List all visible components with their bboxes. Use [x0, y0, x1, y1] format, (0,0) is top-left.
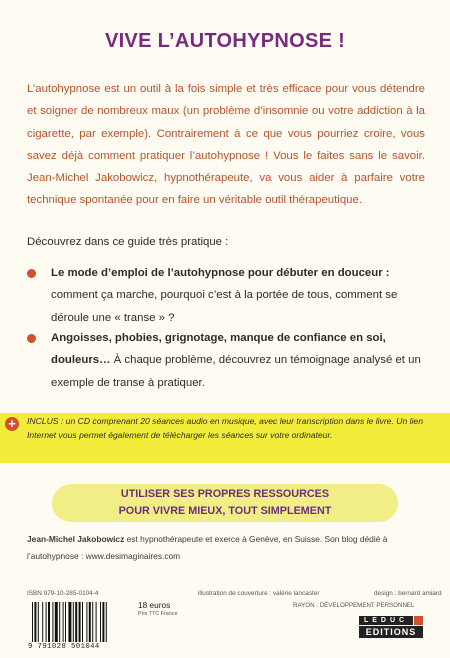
tagline-line-1: UTILISER SES PROPRES RESSOURCES	[120, 488, 330, 500]
bullet-dot-icon	[27, 334, 36, 343]
bullet-lead: Angoisses, phobies, grignotage, manque de confiance en soi, douleurs…	[51, 332, 386, 367]
intro-paragraph: L’autohypnose est un outil à la fois simple et très efficace pour vous détendre et soigner de nombreux maux (un problème d’insomnie ou votre addiction à la cigarette, par exemple). Contrairement à ce que vous pourriez croire, vous savez déjà comment pratiquer l’autohypnose ! Vous le faites sans le savoir. Jean-Michel Jakobowicz, hypnothérapeute, va vous aider à parfaire votre technique spontanée pour en faire un véritable outil thérapeutique.	[27, 83, 425, 207]
inclus-text: INCLUS : un CD comprenant 20 séances audio en musique, avec leur transcription dans le livre. Un lien Internet vous permet également de télécharger les séances sur votre ordinateur.	[27, 416, 423, 440]
barcode-image	[30, 602, 134, 642]
logo-bottom-text: EDITIONS	[359, 626, 423, 638]
logo-top-text: LEDUC	[359, 616, 413, 625]
guide-heading: Découvrez dans ce guide très pratique :	[27, 236, 229, 248]
list-item	[27, 262, 422, 329]
rayon-label: RAYON : DÉVELOPPEMENT PERSONNEL	[293, 602, 415, 609]
bullet-text: comment ça marche, pourquoi c’est à la portée de tous, comment se déroule une « transe » ?	[51, 289, 398, 324]
tagline-pill	[52, 484, 398, 522]
author-bio	[27, 531, 437, 564]
publisher-logo	[359, 616, 423, 638]
price-note: Prix TTC France	[138, 611, 178, 617]
price: 18 euros	[138, 600, 171, 610]
author-name: Jean-Michel Jakobowicz	[27, 534, 125, 544]
bullet-text: À chaque problème, découvrez un témoignage analysé et un exemple de transe à pratiquer.	[51, 354, 421, 389]
page-title: VIVE L’AUTOHYPNOSE !	[104, 30, 346, 52]
list-item	[27, 327, 422, 394]
bullet-dot-icon	[27, 269, 36, 278]
bullet-lead: Le mode d’emploi de l’autohypnose pour débuter en douceur :	[51, 267, 390, 279]
isbn: ISBN 979-10-285-0104-4	[27, 590, 99, 597]
inclus-band	[0, 413, 450, 463]
design-credit: design : bernard amiard	[374, 590, 442, 597]
cover-credits: illustration de couverture : valérie lancaster	[198, 590, 320, 597]
barcode-number: 9 791028 501044	[28, 643, 100, 651]
tagline-line-2: POUR VIVRE MIEUX, TOUT SIMPLEMENT	[118, 505, 332, 517]
logo-square-icon	[414, 616, 423, 625]
plus-icon: +	[5, 417, 19, 431]
author-bio-text: est hypnothérapeute et exerce à Genève, en Suisse. Son blog dédié à l’autohypnose : www.desimaginaires.com	[27, 534, 388, 561]
